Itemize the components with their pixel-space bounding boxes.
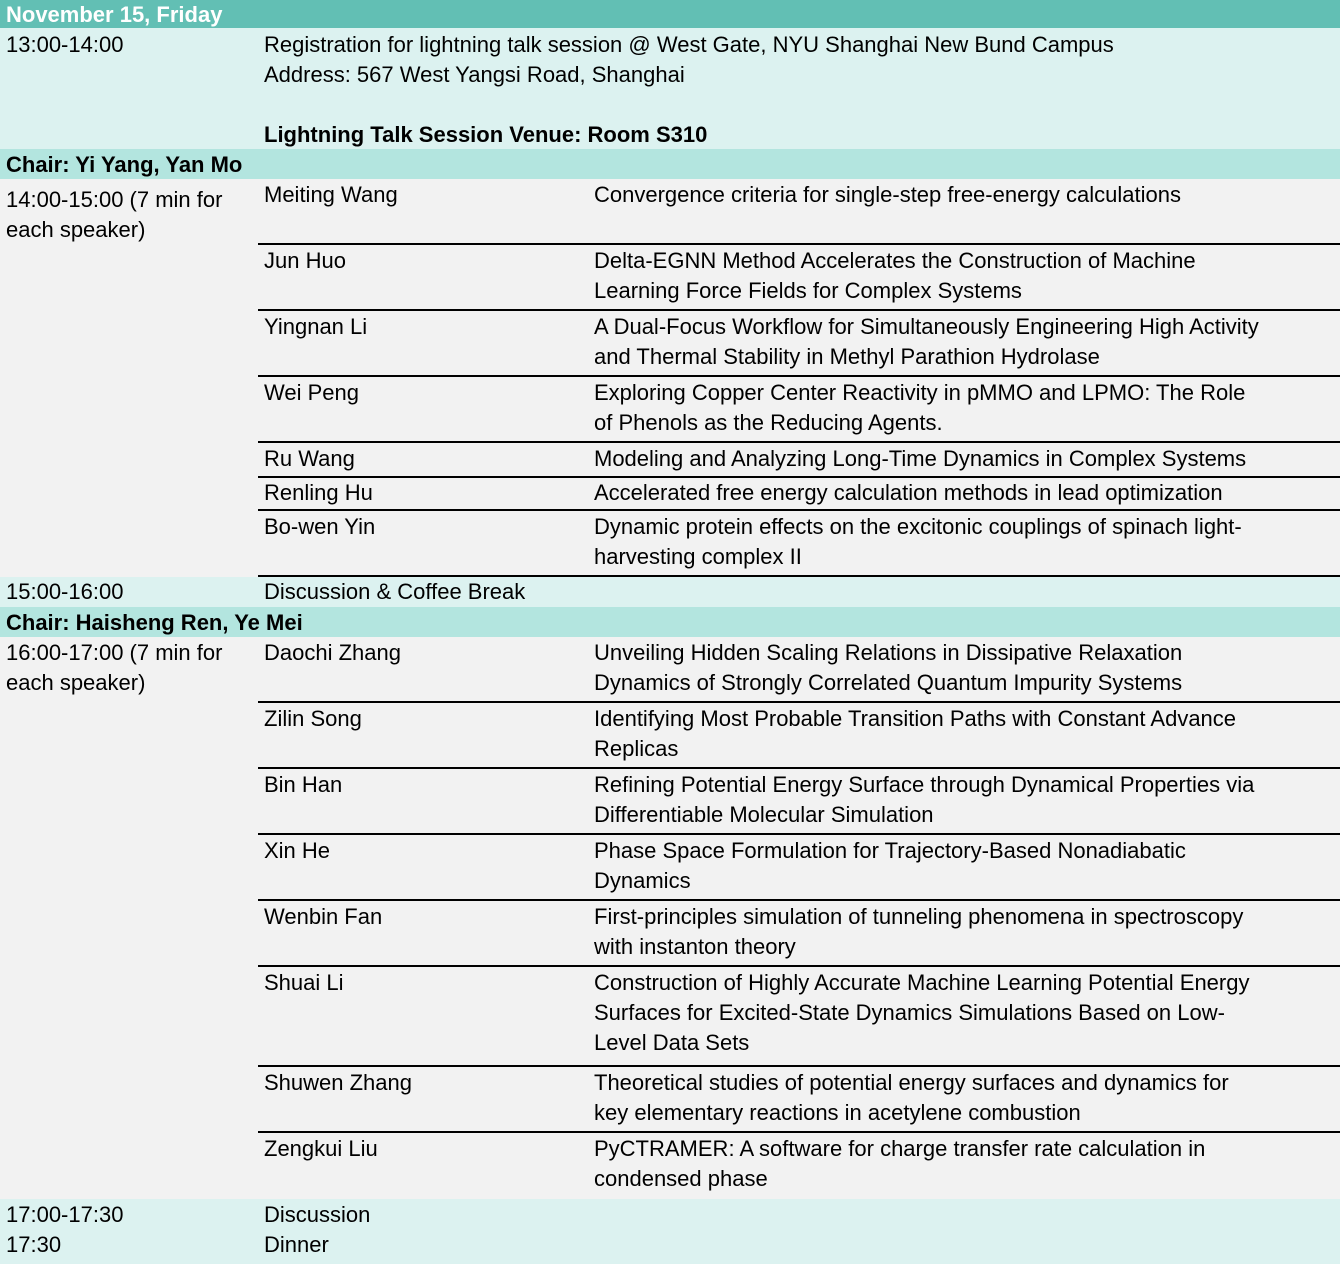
closing-label: Dinner <box>264 1232 329 1257</box>
talk-title: Modeling and Analyzing Long-Time Dynamics in Complex Systems <box>594 446 1247 471</box>
talk-title: Construction of Highly Accurate Machine Learning Potential Energy <box>594 970 1250 995</box>
session1-time-note: each speaker) <box>6 217 146 242</box>
talk-title: harvesting complex II <box>594 544 802 569</box>
talk-title: Level Data Sets <box>594 1030 750 1055</box>
talk-title: Dynamics <box>594 868 691 893</box>
break-time: 15:00-16:00 <box>6 579 124 604</box>
session2-time-note: each speaker) <box>6 670 146 695</box>
speaker-name: Renling Hu <box>264 480 373 505</box>
speaker-name: Zengkui Liu <box>264 1136 378 1161</box>
session2-chair-row <box>0 607 1340 637</box>
day-header <box>0 0 1340 28</box>
row-divider <box>258 309 1340 311</box>
closing-rows <box>0 1199 1340 1264</box>
closing-label: Discussion <box>264 1202 371 1227</box>
talk-title: Surfaces for Excited-State Dynamics Simulations Based on Low- <box>594 1000 1225 1025</box>
registration-address: Address: 567 West Yangsi Road, Shanghai <box>264 62 685 87</box>
row-divider <box>258 243 1340 245</box>
speaker-name: Meiting Wang <box>264 182 398 207</box>
row-divider <box>258 441 1340 443</box>
speaker-name: Wenbin Fan <box>264 904 383 929</box>
talk-title: First-principles simulation of tunneling phenomena in spectroscopy <box>594 904 1244 929</box>
speaker-name: Wei Peng <box>264 380 359 405</box>
speaker-name: Shuwen Zhang <box>264 1070 412 1095</box>
row-divider <box>258 1065 1340 1067</box>
talk-title: Convergence criteria for single-step free-energy calculations <box>594 182 1181 207</box>
talk-title: of Phenols as the Reducing Agents. <box>594 410 943 435</box>
talk-title: Replicas <box>594 736 679 761</box>
row-divider <box>258 965 1340 967</box>
registration-line1: Registration for lightning talk session @ West Gate, NYU Shanghai New Bund Campus <box>264 32 1114 57</box>
speaker-name: Bo-wen Yin <box>264 514 376 539</box>
speaker-name: Yingnan Li <box>264 314 368 339</box>
talk-title: Identifying Most Probable Transition Paths with Constant Advance <box>594 706 1237 731</box>
closing-time: 17:00-17:30 <box>6 1202 124 1227</box>
session2-chair: Chair: Haisheng Ren, Ye Mei <box>6 610 303 635</box>
registration-time: 13:00-14:00 <box>6 32 124 57</box>
talk-title: Delta-EGNN Method Accelerates the Construction of Machine <box>594 248 1196 273</box>
speaker-name: Bin Han <box>264 772 343 797</box>
row-divider <box>258 1131 1340 1133</box>
speaker-name: Shuai Li <box>264 970 344 995</box>
talk-title: Learning Force Fields for Complex Systems <box>594 278 1022 303</box>
talk-title: Dynamics of Strongly Correlated Quantum Impurity Systems <box>594 670 1183 695</box>
talk-title: Accelerated free energy calculation methods in lead optimization <box>594 480 1223 505</box>
talk-title: PyCTRAMER: A software for charge transfer rate calculation in <box>594 1136 1206 1161</box>
talk-title: key elementary reactions in acetylene combustion <box>594 1100 1081 1125</box>
row-divider <box>258 833 1340 835</box>
session1-time: 14:00-15:00 (7 min for <box>6 187 223 212</box>
speaker-name: Ru Wang <box>264 446 355 471</box>
break-label: Discussion & Coffee Break <box>264 579 526 604</box>
speaker-name: Xin He <box>264 838 331 863</box>
speaker-name: Daochi Zhang <box>264 640 401 665</box>
talk-title: A Dual-Focus Workflow for Simultaneously Engineering High Activity <box>594 314 1259 339</box>
talk-title: condensed phase <box>594 1166 768 1191</box>
row-divider <box>258 899 1340 901</box>
row-divider <box>258 767 1340 769</box>
session1-chair-row <box>0 149 1340 179</box>
row-divider <box>258 509 1340 511</box>
row-divider <box>258 375 1340 377</box>
break-row <box>0 577 1340 607</box>
talk-title: Exploring Copper Center Reactivity in pMMO and LPMO: The Role <box>594 380 1246 405</box>
talk-title: Phase Space Formulation for Trajectory-Based Nonadiabatic <box>594 838 1186 863</box>
row-divider <box>258 701 1340 703</box>
speaker-name: Zilin Song <box>264 706 362 731</box>
closing-time: 17:30 <box>6 1232 62 1257</box>
talk-title: Dynamic protein effects on the excitonic couplings of spinach light- <box>594 514 1242 539</box>
talk-title: Unveiling Hidden Scaling Relations in Dissipative Relaxation <box>594 640 1183 665</box>
venue-label: Lightning Talk Session Venue: Room S310 <box>264 122 708 147</box>
talk-title: Refining Potential Energy Surface through Dynamical Properties via <box>594 772 1255 797</box>
talk-title: and Thermal Stability in Methyl Parathion Hydrolase <box>594 344 1100 369</box>
day-header-text: November 15, Friday <box>6 2 223 27</box>
talk-title: with instanton theory <box>594 934 796 959</box>
session1-chair: Chair: Yi Yang, Yan Mo <box>6 152 243 177</box>
talk-title: Differentiable Molecular Simulation <box>594 802 934 827</box>
session2-time: 16:00-17:00 (7 min for <box>6 640 223 665</box>
speaker-name: Jun Huo <box>264 248 346 273</box>
talk-title: Theoretical studies of potential energy surfaces and dynamics for <box>594 1070 1229 1095</box>
